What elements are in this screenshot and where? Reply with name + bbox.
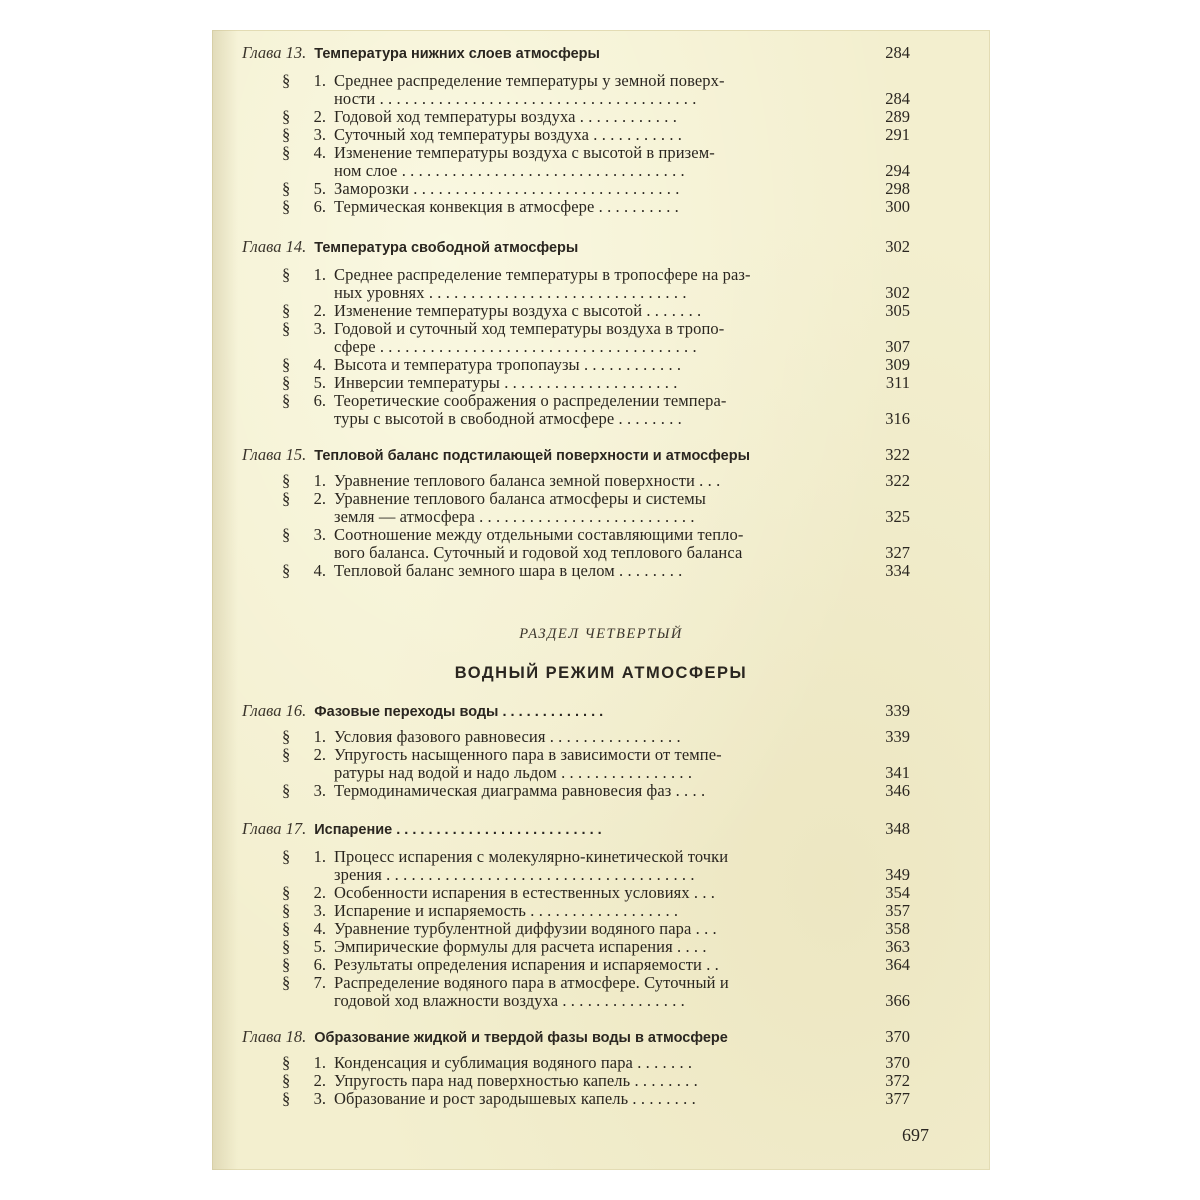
section-number: 7. (313, 973, 326, 992)
chapter-page: 348 (885, 819, 910, 838)
section-sign: § (282, 301, 291, 320)
entry-page: 298 (885, 179, 910, 198)
entry-page: 358 (885, 919, 910, 938)
toc-entry (282, 355, 910, 374)
entry-page: 370 (885, 1053, 910, 1072)
entry-line: сфере . . . . . . . . . . . . . . . . . . . . . . . . . . . . . . . . . . . . . . (334, 337, 697, 356)
section-number: 2. (313, 107, 326, 126)
toc-entry (282, 1071, 910, 1090)
entry-line: Уравнение теплового баланса атмосферы и системы (334, 489, 706, 508)
section-sign: § (282, 1053, 291, 1072)
entry-page: 377 (885, 1089, 910, 1108)
entry-line: Упругость насыщенного пара в зависимости от темпе- (334, 745, 722, 764)
chapter-label: Глава 15. (242, 445, 307, 464)
section-number: 1. (313, 847, 326, 866)
chapter-title: Температура свободной атмосферы (314, 240, 579, 256)
section-sign: § (282, 71, 291, 90)
entry-page: 300 (885, 197, 910, 216)
entry-line: Особенности испарения в естественных условиях . . . (334, 883, 716, 902)
entry-page: 316 (885, 409, 910, 428)
toc-entry (282, 391, 910, 428)
page-number: 697 (902, 1125, 929, 1145)
section-sign: § (282, 107, 291, 126)
section-number: 2. (313, 301, 326, 320)
section-number: 3. (313, 901, 326, 920)
entry-line: Инверсии температуры . . . . . . . . . . . . . . . . . . . . . (334, 373, 678, 392)
entry-page: 309 (885, 355, 910, 374)
part-label: РАЗДЕЛ ЧЕТВЕРТЫЙ (519, 626, 683, 642)
entry-page: 364 (885, 955, 910, 974)
section-sign: § (282, 883, 291, 902)
toc-entry (282, 319, 910, 356)
entry-page: 341 (885, 763, 910, 782)
part-title: ВОДНЫЙ РЕЖИМ АТМОСФЕРЫ (454, 664, 748, 682)
toc-entry (282, 525, 910, 562)
section-number: 3. (313, 781, 326, 800)
toc-entry (282, 883, 910, 902)
section-number: 3. (313, 319, 326, 338)
section-number: 3. (313, 125, 326, 144)
section-number: 3. (313, 1089, 326, 1108)
entry-line: Уравнение турбулентной диффузии водяного пара . . . (334, 919, 717, 938)
chapter-label: Глава 17. (242, 819, 307, 838)
toc-entry (282, 71, 910, 108)
section-sign: § (282, 373, 291, 392)
section-sign: § (282, 847, 291, 866)
section-number: 1. (313, 265, 326, 284)
toc-entry (282, 179, 910, 198)
entry-line: Заморозки . . . . . . . . . . . . . . . . . . . . . . . . . . . . . . . . (334, 179, 680, 198)
section-sign: § (282, 973, 291, 992)
entry-line: туры с высотой в свободной атмосфере . . . . . . . . (334, 409, 682, 428)
entry-line: ном слое . . . . . . . . . . . . . . . . . . . . . . . . . . . . . . . . . . (334, 161, 685, 180)
chapter-15 (242, 444, 910, 580)
toc-entry (282, 143, 910, 180)
section-sign: § (282, 391, 291, 410)
entry-page: 302 (885, 283, 910, 302)
section-number: 4. (313, 561, 326, 580)
toc-entry (282, 561, 910, 580)
entry-page: 325 (885, 507, 910, 526)
section-sign: § (282, 781, 291, 800)
entry-line: вого баланса. Суточный и годовой ход теплового баланса (334, 543, 743, 562)
entry-page: 307 (885, 337, 910, 356)
section-number: 4. (313, 355, 326, 374)
chapter-page: 339 (885, 701, 910, 720)
section-sign: § (282, 901, 291, 920)
entry-line: ности . . . . . . . . . . . . . . . . . . . . . . . . . . . . . . . . . . . . . . (334, 89, 697, 108)
chapter-16 (242, 700, 910, 800)
section-sign: § (282, 489, 291, 508)
chapter-heading (242, 42, 910, 64)
section-sign: § (282, 471, 291, 490)
toc-entry (282, 265, 910, 302)
entry-line: Теоретические соображения о распределении темпера- (334, 391, 727, 410)
entry-page: 294 (885, 161, 910, 180)
section-number: 5. (313, 937, 326, 956)
section-number: 6. (313, 391, 326, 410)
section-sign: § (282, 179, 291, 198)
toc-entry (282, 1053, 910, 1072)
entry-line: Распределение водяного пара в атмосфере. Суточный и (334, 973, 729, 992)
entry-line: Условия фазового равновесия . . . . . . . . . . . . . . . . (334, 727, 681, 746)
entry-line: Образование и рост зародышевых капель . . . . . . . . (334, 1089, 696, 1108)
section-number: 1. (313, 727, 326, 746)
chapter-page: 370 (885, 1027, 910, 1046)
entry-page: 372 (885, 1071, 910, 1090)
toc-entry (282, 745, 910, 782)
toc-entry (282, 373, 910, 392)
entry-line: Результаты определения испарения и испаряемости . . (334, 955, 719, 974)
section-number: 5. (313, 373, 326, 392)
section-number: 4. (313, 143, 326, 162)
chapter-heading (242, 818, 910, 840)
toc-entry (282, 301, 910, 320)
entry-page: 349 (885, 865, 910, 884)
section-sign: § (282, 1089, 291, 1108)
chapter-heading (242, 444, 910, 466)
section-number: 2. (313, 745, 326, 764)
toc-entry (282, 197, 910, 216)
section-sign: § (282, 937, 291, 956)
chapter-13 (242, 42, 910, 216)
entry-line: Термодинамическая диаграмма равновесия фаз . . . . (334, 781, 706, 800)
entry-line: годовой ход влажности воздуха . . . . . . . . . . . . . . . (334, 991, 685, 1010)
toc-entry (282, 901, 910, 920)
section-sign: § (282, 561, 291, 580)
chapter-label: Глава 16. (242, 701, 307, 720)
section-number: 2. (313, 1071, 326, 1090)
chapter-heading (242, 1026, 910, 1048)
entry-page: 289 (885, 107, 910, 126)
entry-line: Упругость пара над поверхностью капель . . . . . . . . (334, 1071, 698, 1090)
chapter-label: Глава 13. (242, 43, 307, 62)
section-sign: § (282, 745, 291, 764)
section-number: 6. (313, 955, 326, 974)
chapter-page: 302 (885, 237, 910, 256)
entry-line: Уравнение теплового баланса земной поверхности . . . (334, 471, 721, 490)
section-number: 3. (313, 525, 326, 544)
toc-entry (282, 727, 910, 746)
chapter-heading (242, 700, 910, 722)
chapter-title: Фазовые переходы воды . . . . . . . . . . . . . (314, 704, 604, 720)
entry-line: Годовой и суточный ход температуры воздуха в тропо- (334, 319, 725, 338)
toc-entry (282, 471, 910, 490)
entry-line: Суточный ход температуры воздуха . . . . . . . . . . . (334, 125, 683, 144)
entry-line: Годовой ход температуры воздуха . . . . . . . . . . . . (334, 107, 677, 126)
entry-line: ратуры над водой и надо льдом . . . . . . . . . . . . . . . . (334, 763, 693, 782)
entry-page: 322 (885, 471, 910, 490)
section-sign: § (282, 955, 291, 974)
toc-entry (282, 781, 910, 800)
entry-line: Среднее распределение температуры у земной поверх- (334, 71, 725, 90)
toc-entry (282, 847, 910, 884)
chapter-17 (242, 818, 910, 1010)
section-number: 1. (313, 71, 326, 90)
entry-line: ных уровнях . . . . . . . . . . . . . . . . . . . . . . . . . . . . . . . (334, 283, 687, 302)
entry-page: 334 (885, 561, 910, 580)
entry-page: 311 (885, 373, 910, 392)
entry-line: Тепловой баланс земного шара в целом . . . . . . . . (334, 561, 683, 580)
toc-entry (282, 489, 910, 526)
chapter-heading (242, 236, 910, 258)
toc-entry (282, 973, 910, 1010)
section-sign: § (282, 143, 291, 162)
chapter-page: 284 (885, 43, 910, 62)
section-sign: § (282, 919, 291, 938)
section-number: 2. (313, 883, 326, 902)
entry-page: 305 (885, 301, 910, 320)
chapter-title: Тепловой баланс подстилающей поверхности и атмосферы (314, 448, 750, 464)
entry-line: Конденсация и сублимация водяного пара . . . . . . . (334, 1053, 693, 1072)
section-number: 4. (313, 919, 326, 938)
entry-page: 284 (885, 89, 910, 108)
entry-page: 357 (885, 901, 910, 920)
entry-line: земля — атмосфера . . . . . . . . . . . . . . . . . . . . . . . . . . (334, 507, 695, 526)
chapter-18 (242, 1026, 910, 1108)
section-number: 2. (313, 489, 326, 508)
entry-line: зрения . . . . . . . . . . . . . . . . . . . . . . . . . . . . . . . . . . . . . (334, 865, 695, 884)
entry-line: Процесс испарения с молекулярно-кинетической точки (334, 847, 729, 866)
toc-page (212, 30, 990, 1170)
entry-page: 363 (885, 937, 910, 956)
entry-line: Соотношение между отдельными составляющими тепло- (334, 525, 744, 544)
entry-page: 346 (885, 781, 910, 800)
section-sign: § (282, 197, 291, 216)
entry-page: 291 (885, 125, 910, 144)
toc-entry (282, 937, 910, 956)
entry-line: Изменение температуры воздуха с высотой . . . . . . . (334, 301, 702, 320)
section-sign: § (282, 125, 291, 144)
section-sign: § (282, 727, 291, 746)
entry-line: Высота и температура тропопаузы . . . . . . . . . . . . (334, 355, 682, 374)
chapter-14 (242, 236, 910, 428)
entry-page: 339 (885, 727, 910, 746)
toc-entry (282, 919, 910, 938)
entry-line: Испарение и испаряемость . . . . . . . . . . . . . . . . . . (334, 901, 679, 920)
toc-entry (282, 107, 910, 126)
entry-page: 366 (885, 991, 910, 1010)
section-number: 6. (313, 197, 326, 216)
section-number: 5. (313, 179, 326, 198)
section-number: 1. (313, 1053, 326, 1072)
chapter-title: Образование жидкой и твердой фазы воды в атмосфере (314, 1030, 728, 1046)
entry-line: Изменение температуры воздуха с высотой в призем- (334, 143, 715, 162)
toc-entry (282, 125, 910, 144)
entry-line: Эмпирические формулы для расчета испарения . . . . (334, 937, 707, 956)
chapter-label: Глава 18. (242, 1027, 307, 1046)
section-sign: § (282, 1071, 291, 1090)
entry-page: 327 (885, 543, 910, 562)
section-sign: § (282, 525, 291, 544)
entry-line: Термическая конвекция в атмосфере . . . . . . . . . . (334, 197, 679, 216)
chapter-page: 322 (885, 445, 910, 464)
section-number: 1. (313, 471, 326, 490)
chapter-label: Глава 14. (242, 237, 307, 256)
entry-line: Среднее распределение температуры в тропосфере на раз- (334, 265, 751, 284)
entry-page: 354 (885, 883, 910, 902)
chapter-title: Испарение . . . . . . . . . . . . . . . . . . . . . . . . . . (314, 822, 602, 838)
section-sign: § (282, 265, 291, 284)
chapter-title: Температура нижних слоев атмосферы (314, 46, 600, 62)
section-sign: § (282, 355, 291, 374)
section-sign: § (282, 319, 291, 338)
toc-entry (282, 955, 910, 974)
toc-entry (282, 1089, 910, 1108)
